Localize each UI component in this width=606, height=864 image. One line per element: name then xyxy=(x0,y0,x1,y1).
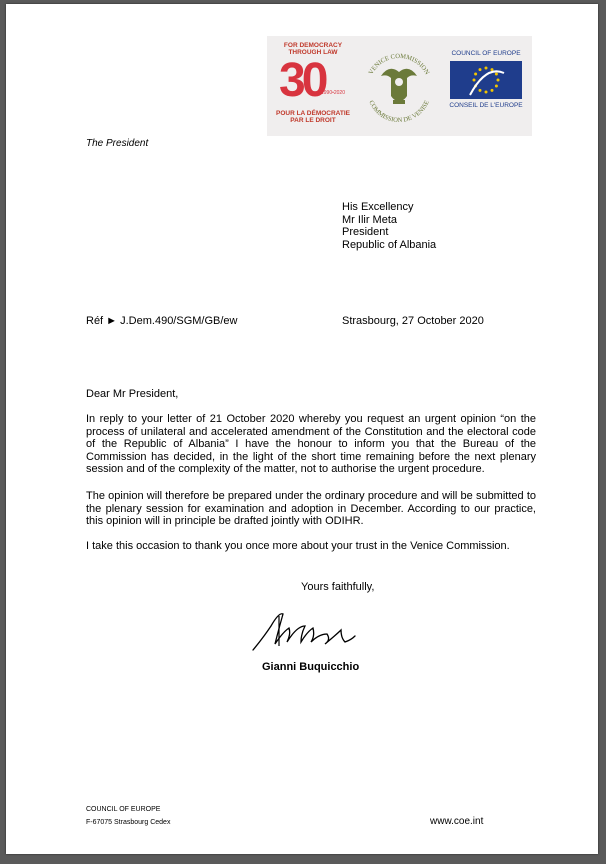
signatory-name: Gianni Buquicchio xyxy=(262,661,360,673)
recipient-line: His Excellency xyxy=(342,201,414,213)
place-date: Strasbourg, 27 October 2020 xyxy=(342,315,484,327)
anniversary-line3: POUR LA DÉMOCRATIE xyxy=(275,110,351,117)
anniversary-number: 30 xyxy=(279,54,325,107)
venice-commission-logo xyxy=(359,42,439,132)
reference-number: Réf ► J.Dem.490/SGM/GB/ew xyxy=(86,315,238,327)
anniversary-line4: PAR LE DROIT xyxy=(290,117,336,124)
anniversary-line2: THROUGH LAW xyxy=(288,49,338,56)
coe-top-text: COUNCIL OF EUROPE xyxy=(451,50,521,57)
logo-strip xyxy=(267,36,532,136)
venice-top-text: VENICE COMMISSION xyxy=(367,52,431,76)
council-of-europe-logo xyxy=(445,50,527,120)
sender-title: The President xyxy=(86,138,149,149)
anniversary-logo xyxy=(273,42,353,132)
footer-org: COUNCIL OF EUROPE xyxy=(86,806,161,813)
footer-address: F-67075 Strasbourg Cedex xyxy=(86,819,171,826)
venice-bottom-text: COMMISSION DE VENISE xyxy=(367,99,431,125)
anniversary-line1: FOR DEMOCRACY xyxy=(283,42,343,49)
salutation: Dear Mr President, xyxy=(86,388,179,400)
letter-page xyxy=(6,4,598,854)
recipient-line: Republic of Albania xyxy=(342,238,437,251)
paragraph: I take this occasion to thank you once more about your trust in the Venice Commission. xyxy=(86,540,510,552)
closing: Yours faithfully, xyxy=(301,581,375,593)
recipient-address xyxy=(342,201,436,251)
paragraph: In reply to your letter of 21 October 2020 whereby you request an urgent opinion “on the process of unilateral and accelerated amendment of the Constitution and the electoral code of the Republic of Albania” I have the honour to inform you that the Bureau of the Commission has decided, in the light of the short time remaining before the next plenary session and of the complexity of the matter, not to authorise the urgent procedure. xyxy=(86,413,536,475)
handwritten-signature xyxy=(249,604,374,659)
coe-bottom-text: CONSEIL DE L'EUROPE xyxy=(449,102,523,109)
paragraph: The opinion will therefore be prepared under the ordinary procedure and will be submitted to the plenary session for examination and adoption in December. According to our practice, this opinion will in principle be drafted jointly with ODIHR. xyxy=(86,490,536,527)
europe-flag-icon xyxy=(450,61,522,99)
winged-lion-icon xyxy=(381,69,417,104)
recipient-line: President xyxy=(342,226,389,238)
footer-url-link[interactable]: www.coe.int xyxy=(430,816,484,827)
recipient-line: Mr Ilir Meta xyxy=(342,213,397,226)
anniversary-years: 1990•2020 xyxy=(321,90,345,96)
